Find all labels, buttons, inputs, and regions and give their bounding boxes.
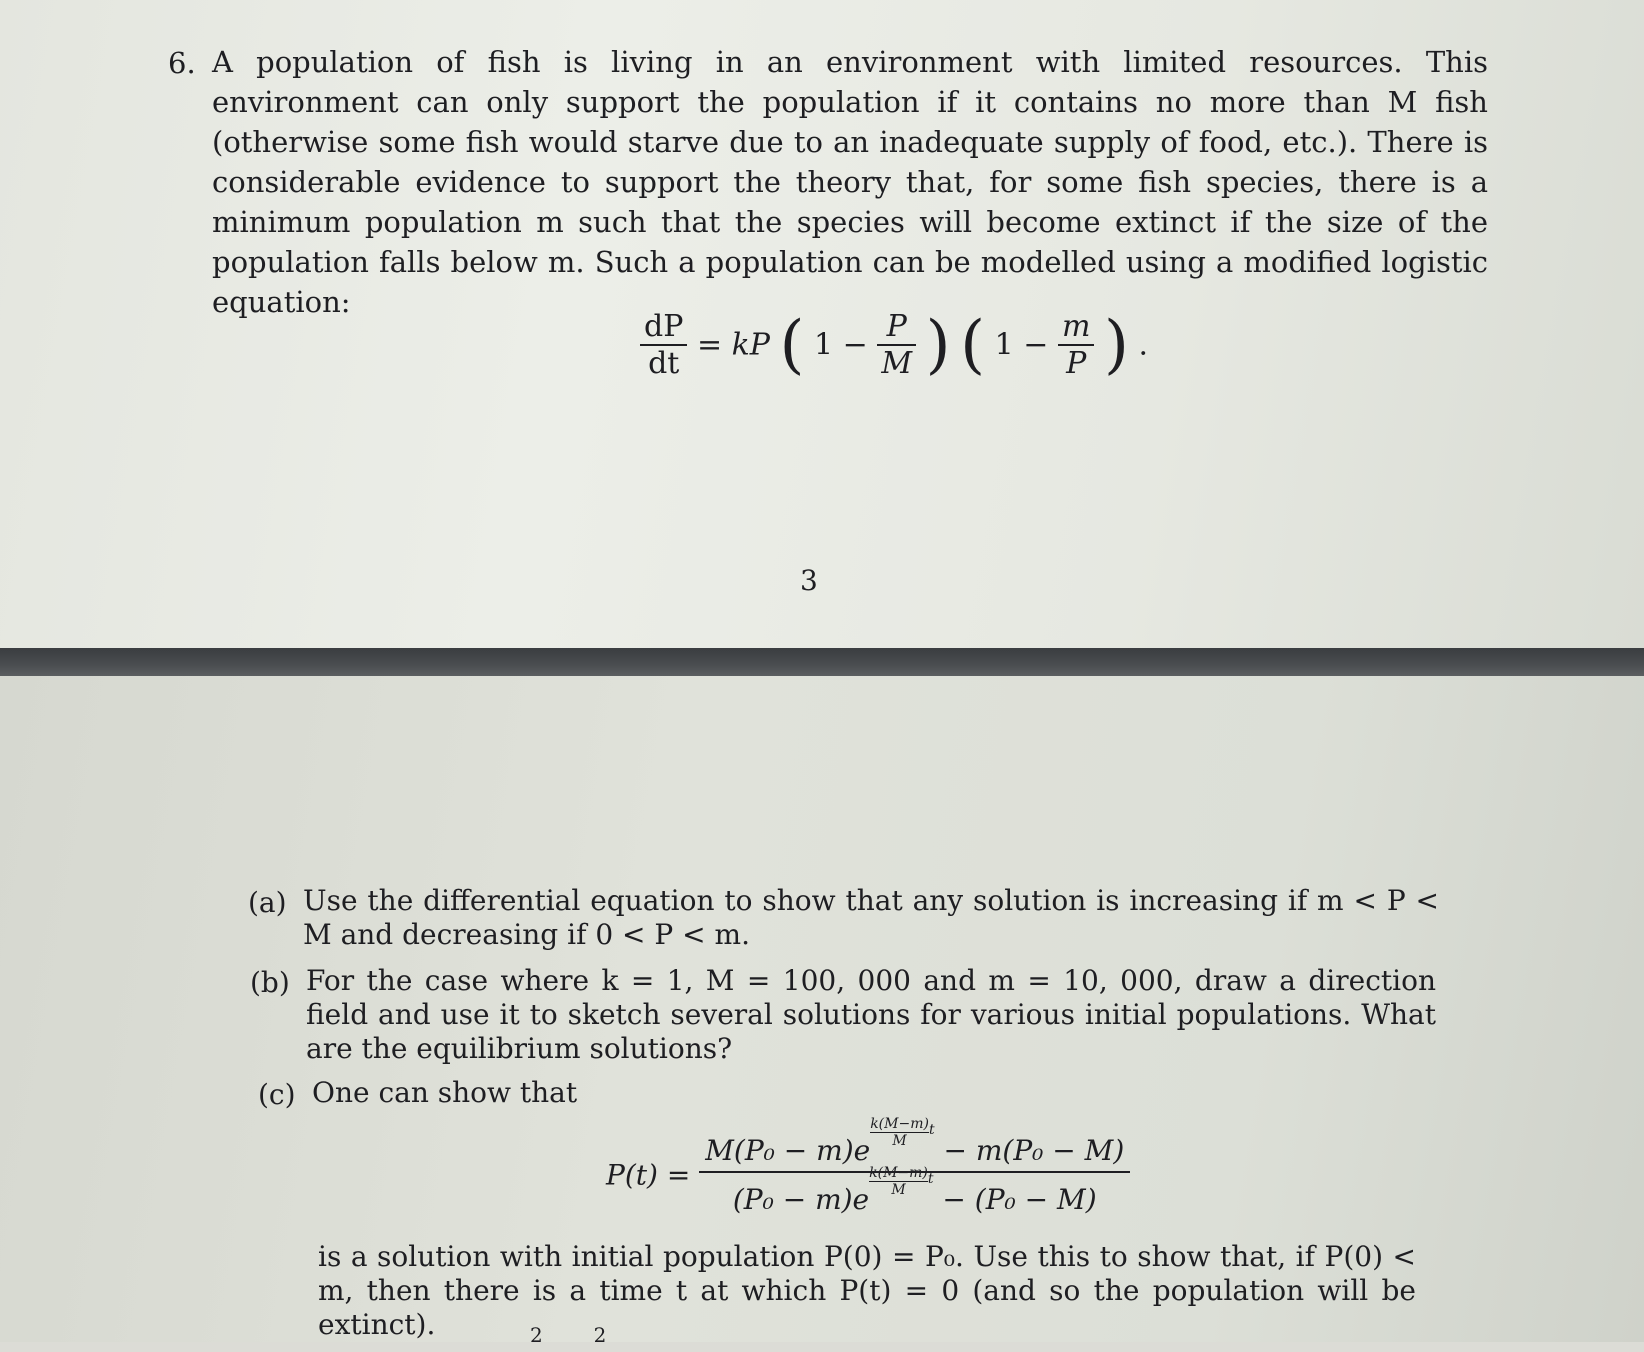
problem-number: 6.: [168, 46, 196, 80]
screen-bezel-divider: [0, 648, 1644, 676]
part-c-text: One can show that: [312, 1076, 578, 1109]
part-c-conclusion: is a solution with initial population P(0) = P₀. Use this to show that, if P(0) < m, then there is a time t at which P(t) = 0 (and so the population will be extinct).: [318, 1240, 1416, 1341]
part-a-text: Use the differential equation to show that any solution is increasing if m < P < M and decreasing if 0 < P < m.: [303, 884, 1439, 951]
denominator-exponent: [869, 1165, 928, 1198]
left-paren-1: (: [779, 308, 805, 382]
lhs-denominator: dt: [648, 346, 680, 381]
exp-t: t: [928, 1122, 935, 1138]
logistic-equation: [640, 308, 1148, 382]
exp-t-2: t: [927, 1171, 934, 1187]
part-b-label: (b): [250, 966, 290, 999]
one-minus-2: 1 −: [994, 327, 1049, 363]
exp-num-2: k(M−m): [869, 1165, 928, 1181]
page-bottom: [0, 676, 1644, 1347]
right-paren-1: ): [925, 308, 951, 382]
frac2-numerator: m: [1058, 309, 1094, 346]
solution-formula: [606, 1116, 1130, 1216]
frac1-denominator: M: [881, 346, 913, 381]
frac2-denominator: P: [1066, 346, 1087, 381]
cut-off-text: 2 2: [530, 1323, 607, 1347]
numerator-exponent: [870, 1116, 929, 1149]
frac1-numerator: P: [877, 309, 916, 346]
lhs-numerator: dP: [640, 309, 687, 346]
denominator-part-b: − (P₀ − M): [942, 1183, 1097, 1216]
part-a-label: (a): [248, 886, 287, 919]
left-paren-2: (: [960, 308, 986, 382]
fraction-p-over-m: [877, 309, 916, 381]
lhs-derivative: [640, 309, 687, 381]
right-paren-2: ): [1103, 308, 1129, 382]
problem-intro: A population of fish is living in an environment with limited resources. This environment can only support the population if it contains no more than M fish (otherwise some fish would starve due to an inadequate supply of food, etc.). There is considerable evidence to support the theory that, for some fish species, there is a minimum population m such that the species will become extinct if the size of the population falls below m. Such a population can be modelled using a modified logistic equation:: [212, 45, 1488, 319]
numerator-part-a: M(P₀ − m)e: [705, 1134, 871, 1167]
fraction-m-over-p: [1058, 309, 1094, 381]
exp-num: k(M−m): [870, 1116, 929, 1132]
numerator-part-b: − m(P₀ − M): [943, 1134, 1125, 1167]
denominator-part-a: (P₀ − m)e: [732, 1183, 870, 1216]
exp-den: M: [892, 1133, 907, 1149]
page-number: 3: [800, 564, 818, 597]
part-c-label: (c): [258, 1078, 296, 1111]
page-top: [0, 0, 1644, 648]
one-minus-1: 1 −: [814, 327, 868, 363]
solution-lhs: P(t) =: [606, 1158, 691, 1192]
exp-den-2: M: [891, 1182, 906, 1198]
rhs-prefix: = kP: [696, 327, 770, 363]
equation-period: .: [1138, 327, 1149, 363]
solution-denominator: [699, 1165, 1130, 1216]
part-b-text: For the case where k = 1, M = 100, 000 and m = 10, 000, draw a direction field and use it to sketch several solutions for various initial populations. What are the equilibrium solutions?: [306, 964, 1436, 1065]
solution-fraction: [699, 1116, 1130, 1216]
